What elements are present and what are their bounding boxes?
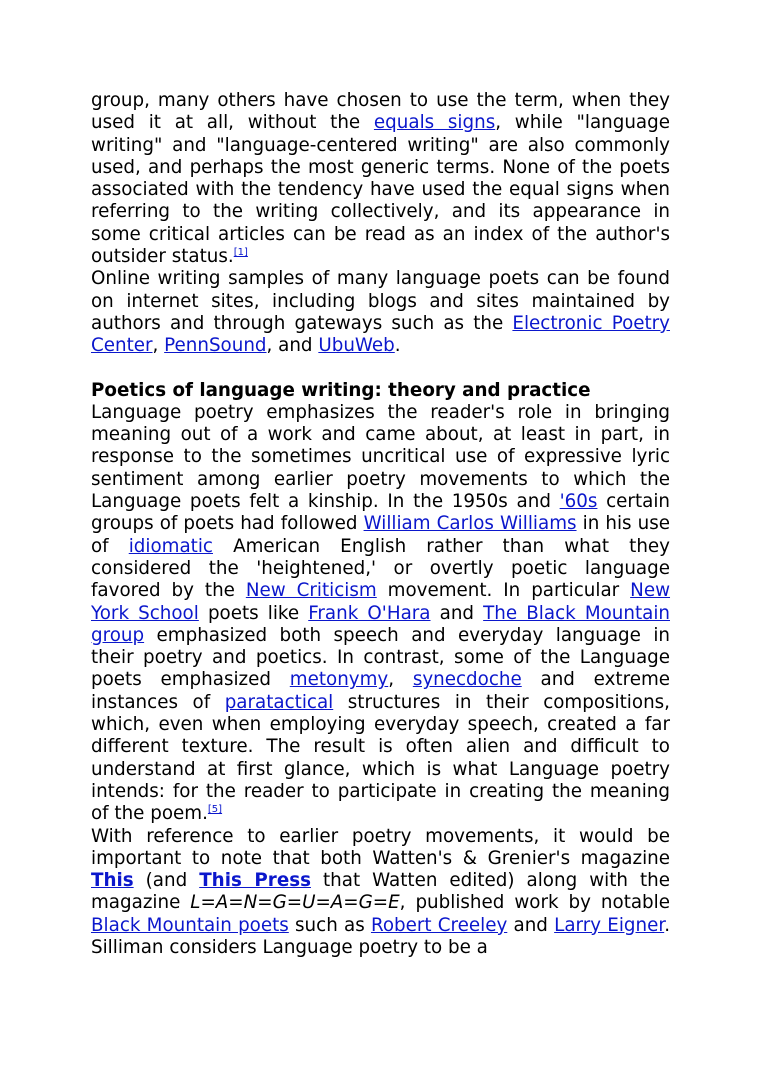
text: and	[430, 602, 484, 624]
link-equals-signs[interactable]: equals signs	[373, 112, 496, 134]
paragraph-gap	[91, 358, 670, 380]
paragraph-earlier-movements	[91, 826, 670, 960]
paragraph-equals-signs	[91, 90, 670, 268]
magazine-title: L=A=N=G=U=A=G=E	[190, 892, 400, 914]
link-metonymy[interactable]: metonymy	[289, 669, 389, 691]
link-synecdoche[interactable]: synecdoche	[412, 669, 522, 691]
link-black-mountain-group[interactable]: The Black Mountain group	[91, 602, 670, 646]
link-larry-eigner[interactable]: Larry Eigner	[554, 914, 665, 936]
link-electronic-poetry-center[interactable]: Electronic Poetry Center	[91, 312, 670, 357]
text: group, many others have chosen to use the term, when they used it at all, without the	[91, 90, 670, 134]
link-new-criticism[interactable]: New Criticism	[245, 580, 377, 602]
text: , published work by notable	[399, 892, 670, 914]
link-paratactical[interactable]: paratactical	[224, 691, 334, 713]
link-robert-creeley[interactable]: Robert Creeley	[370, 914, 508, 936]
link-idiomatic[interactable]: idiomatic	[128, 535, 213, 557]
text: , while "language writing" and "language-centered writing" are also commonly used, and perhaps the most generic terms. None of the poets associated with the tendency have used the equal signs when referring to the writing collectively, and its appearance in some critical articles can be read as an index of the author's outsider status.	[91, 112, 670, 268]
paragraph-poetics	[91, 402, 670, 826]
text: (and	[133, 870, 200, 892]
link-new-york-school[interactable]: New York School	[91, 580, 671, 624]
text: structures in their compositions, which, even when employing everyday speech, created a far different texture. The result is often alien and difficult to understand at first glance, which is what Language poetry intends: for the reader to participate in creating the meaning of the poem.	[91, 691, 670, 825]
text: such as	[288, 914, 371, 936]
text: Online writing samples of many language poets can be found on internet sites, including blogs and sites maintained by authors and through gateways such as the	[91, 268, 670, 334]
link-pennsound[interactable]: PennSound	[164, 335, 267, 357]
text: ,	[388, 669, 413, 691]
footnote-link-1[interactable]: [1]	[233, 246, 248, 258]
link-ubuweb[interactable]: UbuWeb	[318, 335, 395, 357]
link-frank-ohara[interactable]: Frank O'Hara	[308, 602, 431, 624]
text: that Watten edited) along with the magazine	[91, 870, 670, 914]
footnote-ref-1	[234, 247, 248, 258]
section-heading: Poetics of language writing: theory and practice	[91, 379, 591, 401]
text: movement. In particular	[376, 580, 631, 602]
link-black-mountain-poets[interactable]: Black Mountain poets	[91, 914, 289, 936]
document-page	[91, 90, 670, 959]
text: . Silliman considers Language poetry to be a	[91, 914, 670, 958]
link-william-carlos-williams[interactable]: William Carlos Williams	[363, 513, 577, 535]
text: in his use of	[91, 513, 670, 557]
link-this-magazine[interactable]: This	[91, 870, 134, 892]
link-this-press[interactable]: This Press	[199, 870, 311, 892]
paragraph-online-samples	[91, 268, 670, 357]
text: American English rather than what they considered the 'heightened,' or overtly poetic language favored by the	[91, 535, 671, 602]
text: emphasized both speech and everyday language in their poetry and poetics. In contrast, some of the Language poets emphasized	[91, 624, 670, 691]
text: certain groups of poets had followed	[91, 491, 670, 535]
text: poets like	[198, 602, 309, 624]
text: ,	[152, 335, 165, 357]
text: , and	[266, 335, 319, 357]
text: Language poetry emphasizes the reader's role in bringing meaning out of a work and came about, at least in part, in response to the sometimes uncritical use of expressive lyric sentiment among earlier poetry movements to which the Language poets felt a kinship. In the 1950s and	[91, 401, 670, 513]
link-60s[interactable]: '60s	[559, 491, 598, 513]
footnote-link-5[interactable]: [5]	[207, 804, 223, 816]
text: and extreme instances of	[91, 669, 670, 713]
text: and	[507, 914, 555, 936]
text: .	[394, 335, 401, 357]
text: With reference to earlier poetry movements, it would be important to note that both Watten's & Grenier's magazine	[91, 825, 670, 869]
footnote-ref-5	[208, 804, 222, 815]
